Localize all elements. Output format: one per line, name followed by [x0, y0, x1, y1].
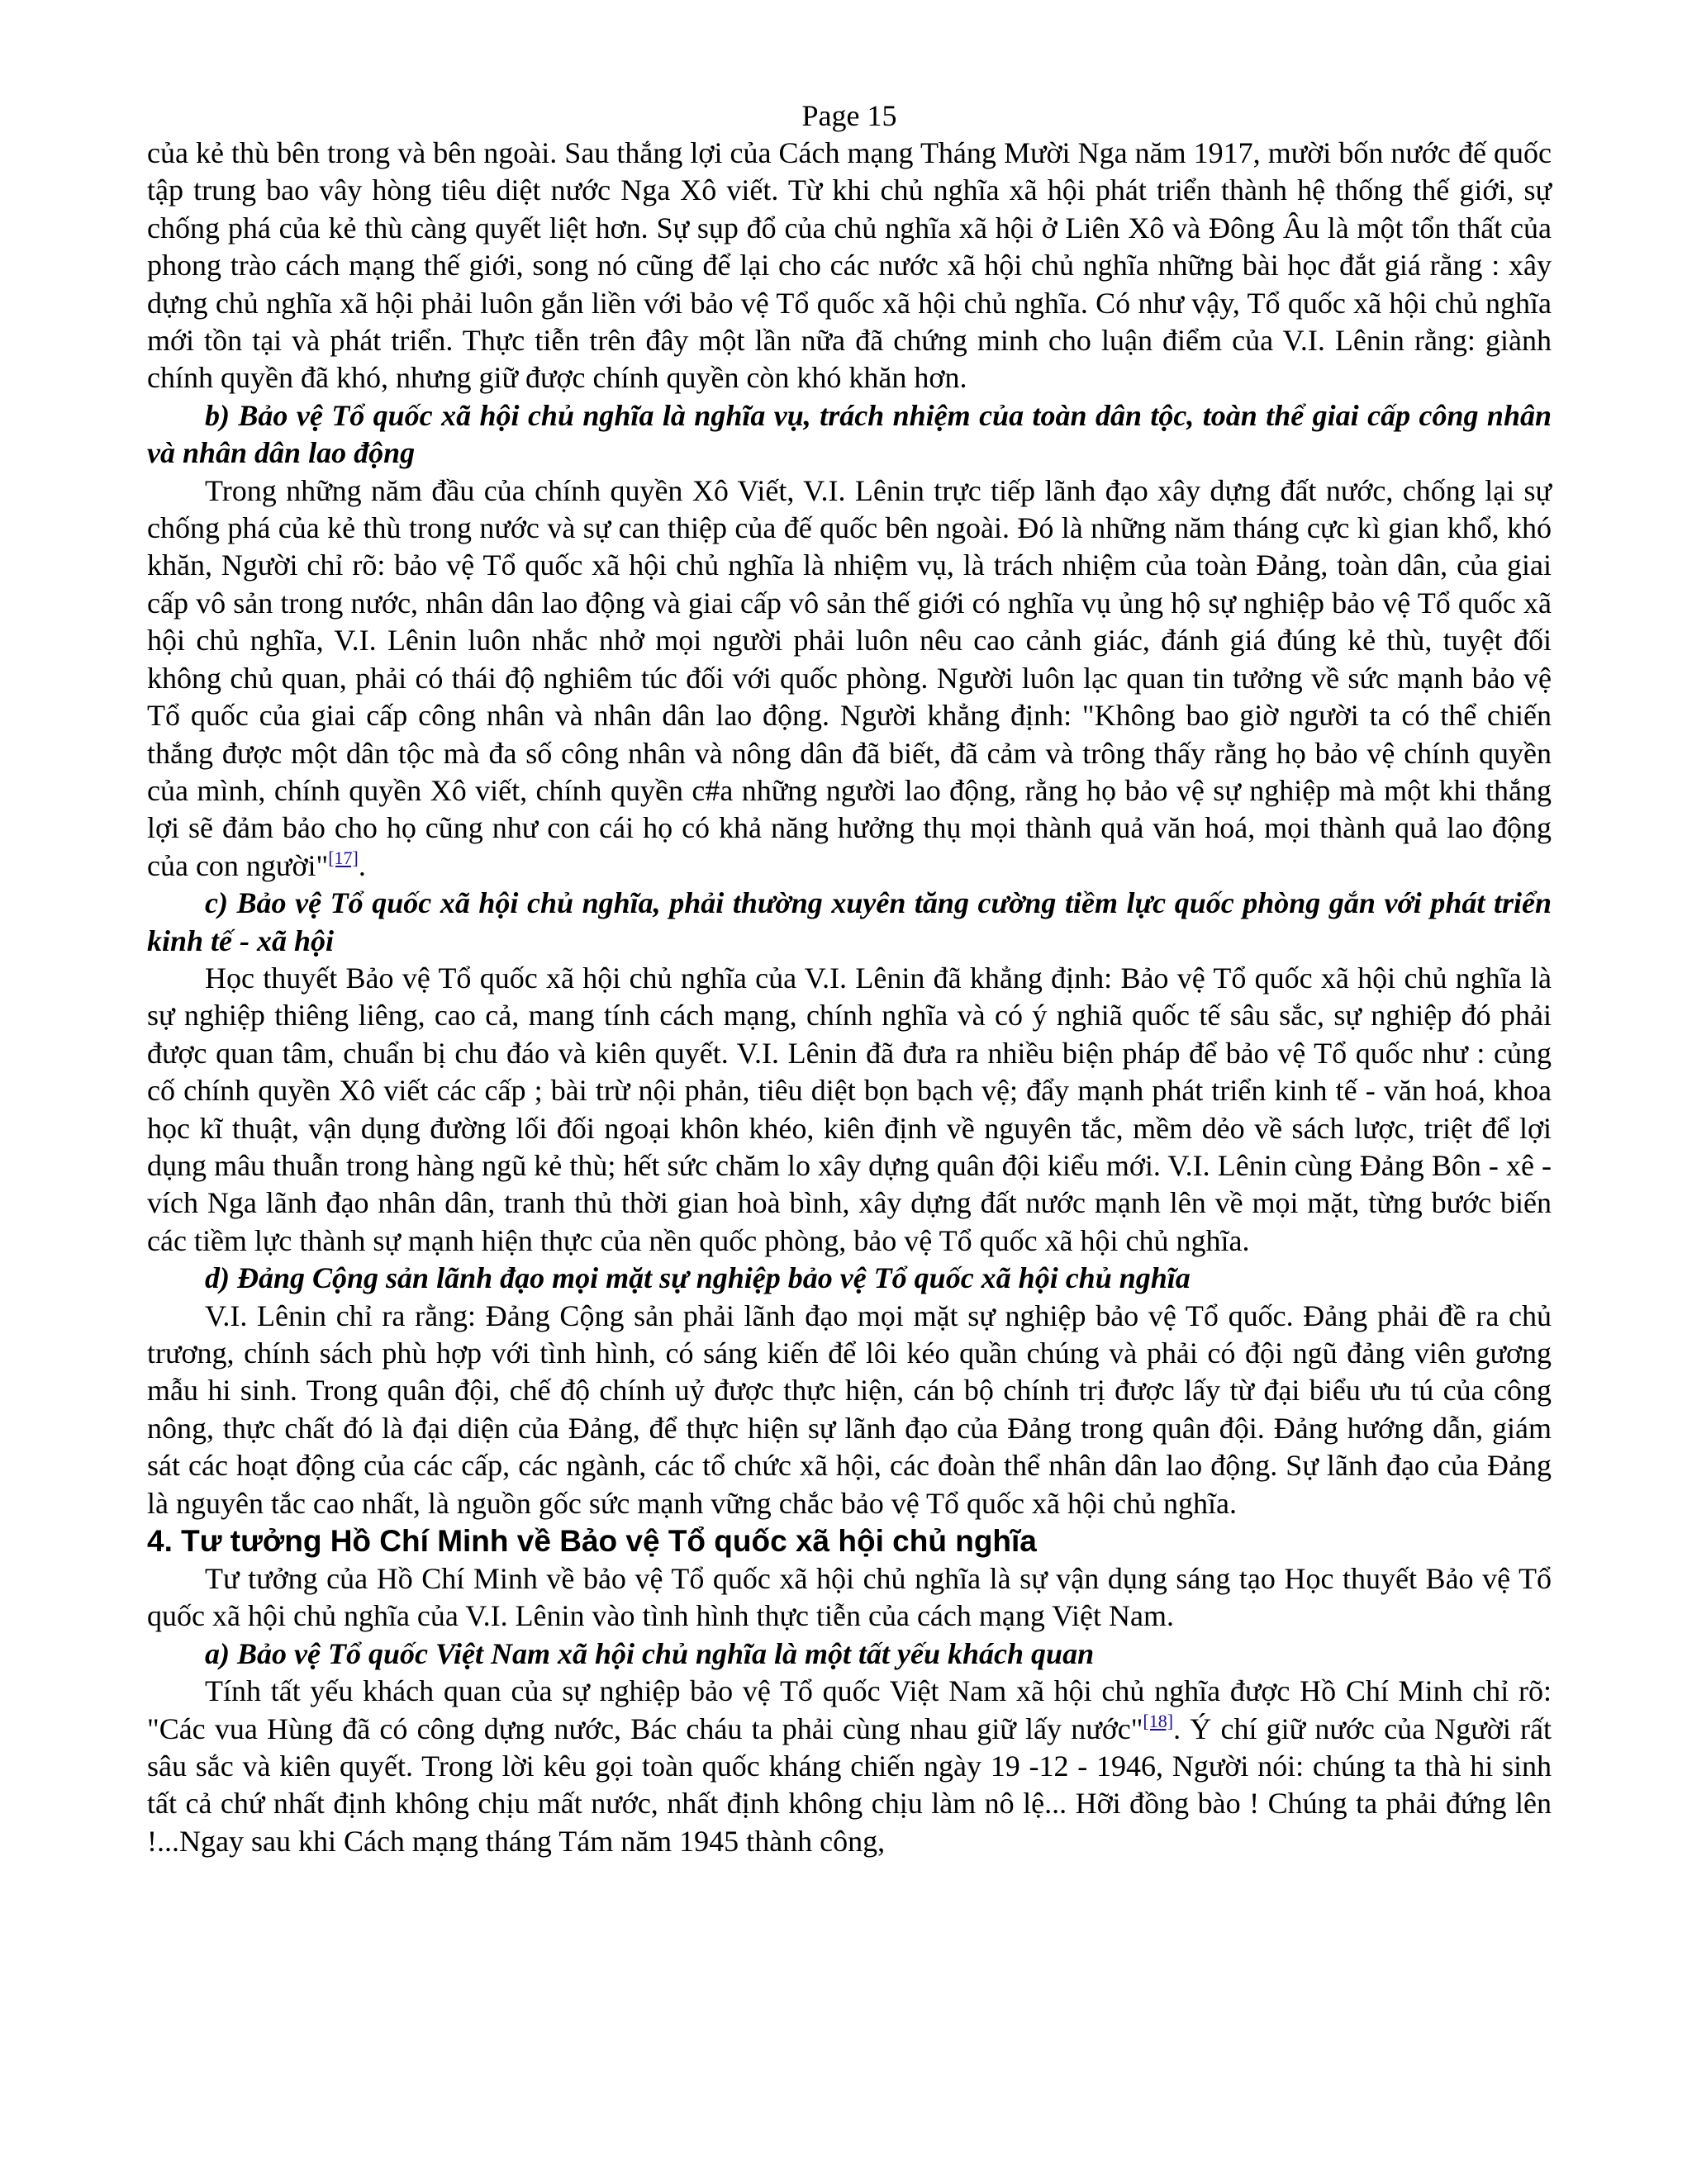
- paragraph-text: Tính tất yếu khách quan của sự nghiệp bảo vệ Tổ quốc Việt Nam xã hội chủ nghĩa được Hồ Chí Minh chỉ rõ: "Các vua Hùng đã có công dựng nước, Bác cháu ta phải cùng nhau giữ lấy nước": [147, 1674, 1552, 1745]
- footnote-link[interactable]: [18]: [1143, 1710, 1174, 1731]
- paragraph: [147, 1560, 1552, 1636]
- paragraph-text: Học thuyết Bảo vệ Tổ quốc xã hội chủ nghĩa của V.I. Lênin đã khẳng định: Bảo vệ Tổ quốc xã hội chủ nghĩa là sự nghiệp thiêng liêng, cao cả, mang tính cách mạng, chính nghĩa và có ý nghiã quốc tế sâu sắc, sự nghiệp đó phải được quan tâm, chuẩn bị chu đáo và kiên quyết. V.I. Lênin đã đưa ra nhiều biện pháp để bảo vệ Tổ quốc như : củng cố chính quyền Xô viết các cấp ; bài trừ nội phản, tiêu diệt bọn bạch vệ; đẩy mạnh phát triển kinh tế - văn hoá, khoa học kĩ thuật, vận dụng đường lối đối ngoại khôn khéo, kiên định về nguyên tắc, mềm dẻo về sách lược, triệt để lợi dụng mâu thuẫn trong hàng ngũ kẻ thù; hết sức chăm lo xây dựng quân đội kiểu mới. V.I. Lênin cùng Đảng Bôn - xê - vích Nga lãnh đạo nhân dân, tranh thủ thời gian hoà bình, xây dựng đất nước mạnh lên về mọi mặt, từng bước biến các tiềm lực thành sự mạnh hiện thực của nền quốc phòng, bảo vệ Tổ quốc xã hội chủ nghĩa.: [147, 961, 1552, 1257]
- page-number: Page 15: [801, 99, 897, 132]
- paragraph: [147, 1673, 1552, 1860]
- paragraph-text: . Ý chí giữ nước của Người rất sâu sắc và kiên quyết. Trong lời kêu gọi toàn quốc kháng chiến ngày 19 -12 - 1946, Người nói: chúng ta thà hi sinh tất cả chứ nhất định không chịu mất nước, nhất định không chịu làm nô lệ... Hỡi đồng bào ! Chúng ta phải đứng lên !...Ngay sau khi Cách mạng tháng Tám năm 1945 thành công,: [147, 1712, 1552, 1858]
- paragraph: [147, 135, 1552, 397]
- subsection-heading: d) Đảng Cộng sản lãnh đạo mọi mặt sự nghiệp bảo vệ Tổ quốc xã hội chủ nghĩa: [205, 1261, 1191, 1295]
- subsection-heading: a) Bảo vệ Tổ quốc Việt Nam xã hội chủ nghĩa là một tất yếu khách quan: [205, 1636, 1095, 1670]
- section-heading: 4. Tư tưởng Hồ Chí Minh về Bảo vệ Tổ quốc xã hội chủ nghĩa: [147, 1524, 1037, 1559]
- paragraph-text: Tư tưởng của Hồ Chí Minh về bảo vệ Tổ quốc xã hội chủ nghĩa là sự vận dụng sáng tạo Học thuyết Bảo vệ Tổ quốc xã hội chủ nghĩa của V.I. Lênin vào tình hình thực tiễn của cách mạng Việt Nam.: [147, 1562, 1552, 1633]
- subsection-heading: c) Bảo vệ Tổ quốc xã hội chủ nghĩa, phải thường xuyên tăng cường tiềm lực quốc phòng gắn với phát triển kinh tế - xã hội: [147, 886, 1552, 957]
- footnote-link[interactable]: [17]: [328, 847, 359, 868]
- paragraph-text: V.I. Lênin chỉ ra rằng: Đảng Cộng sản phải lãnh đạo mọi mặt sự nghiệp bảo vệ Tổ quốc. Đảng phải đề ra chủ trương, chính sách phù hợp với tình hình, có sáng kiến để lôi kéo quần chúng và phải có đội ngũ đảng viên gương mẫu hi sinh. Trong quân đội, chế độ chính uỷ được thực hiện, cán bộ chính trị được lấy từ đại biểu ưu tú của công nông, thực chất đó là đại diện của Đảng, để thực hiện sự lãnh đạo của Đảng trong quân đội. Đảng hướng dẫn, giám sát các hoạt động của các cấp, các ngành, các tổ chức xã hội, các đoàn thể nhân dân lao động. Sự lãnh đạo của Đảng là nguyên tắc cao nhất, là nguồn gốc sức mạnh vững chắc bảo vệ Tổ quốc xã hội chủ nghĩa.: [147, 1299, 1552, 1520]
- paragraph-text: của kẻ thù bên trong và bên ngoài. Sau thắng lợi của Cách mạng Tháng Mười Nga năm 1917, mười bốn nước đế quốc tập trung bao vây hòng tiêu diệt nước Nga Xô viết. Từ khi chủ nghĩa xã hội phát triển thành hệ thống thế giới, sự chống phá của kẻ thù càng quyết liệt hơn. Sự sụp đổ của chủ nghĩa xã hội ở Liên Xô và Đông Âu là một tổn thất của phong trào cách mạng thế giới, song nó cũng để lại cho các nước xã hội chủ nghĩa những bài học đắt giá rằng : xây dựng chủ nghĩa xã hội phải luôn gắn liền với bảo vệ Tổ quốc xã hội chủ nghĩa. Có như vậy, Tổ quốc xã hội chủ nghĩa mới tồn tại và phát triển. Thực tiễn trên đây một lần nữa đã chứng minh cho luận điểm của V.I. Lênin rằng: giành chính quyền đã khó, nhưng giữ được chính quyền còn khó khăn hơn.: [147, 136, 1552, 395]
- paragraph: [147, 472, 1552, 885]
- paragraph: [147, 1298, 1552, 1522]
- document-body: [147, 135, 1552, 1860]
- paragraph-text: .: [358, 848, 366, 882]
- paragraph-text: Trong những năm đầu của chính quyền Xô Viết, V.I. Lênin trực tiếp lãnh đạo xây dựng đất nước, chống lại sự chống phá của kẻ thù trong nước và sự can thiệp của đế quốc bên ngoài. Đó là những năm tháng cực kì gian khổ, khó khăn, Người chỉ rõ: bảo vệ Tổ quốc xã hội chủ nghĩa là nhiệm vụ, là trách nhiệm của toàn Đảng, toàn dân, của giai cấp vô sản trong nước, nhân dân lao động và giai cấp vô sản thế giới có nghĩa vụ ủng hộ sự nghiệp bảo vệ Tổ quốc xã hội chủ nghĩa, V.I. Lênin luôn nhắc nhở mọi người phải luôn nêu cao cảnh giác, đánh giá đúng kẻ thù, tuyệt đối không chủ quan, phải có thái độ nghiêm túc đối với quốc phòng. Người luôn lạc quan tin tưởng về sức mạnh bảo vệ Tổ quốc của giai cấp công nhân và nhân dân lao động. Người khẳng định: "Không bao giờ người ta có thể chiến thắng được một dân tộc mà đa số công nhân và nông dân đã biết, đã cảm và trông thấy rằng họ bảo vệ chính quyền của mình, chính quyền Xô viết, chính quyền c#a những người lao động, rằng họ bảo vệ sự nghiệp mà một khi thắng lợi sẽ đảm bảo cho họ cũng như con cái họ có khả năng hưởng thụ mọi thành quả văn hoá, mọi thành quả lao động của con người": [147, 473, 1552, 882]
- document-page: [147, 97, 1552, 1860]
- paragraph: [147, 960, 1552, 1260]
- subsection-heading: b) Bảo vệ Tổ quốc xã hội chủ nghĩa là nghĩa vụ, trách nhiệm của toàn dân tộc, toàn thể giai cấp công nhân và nhân dân lao động: [147, 398, 1552, 470]
